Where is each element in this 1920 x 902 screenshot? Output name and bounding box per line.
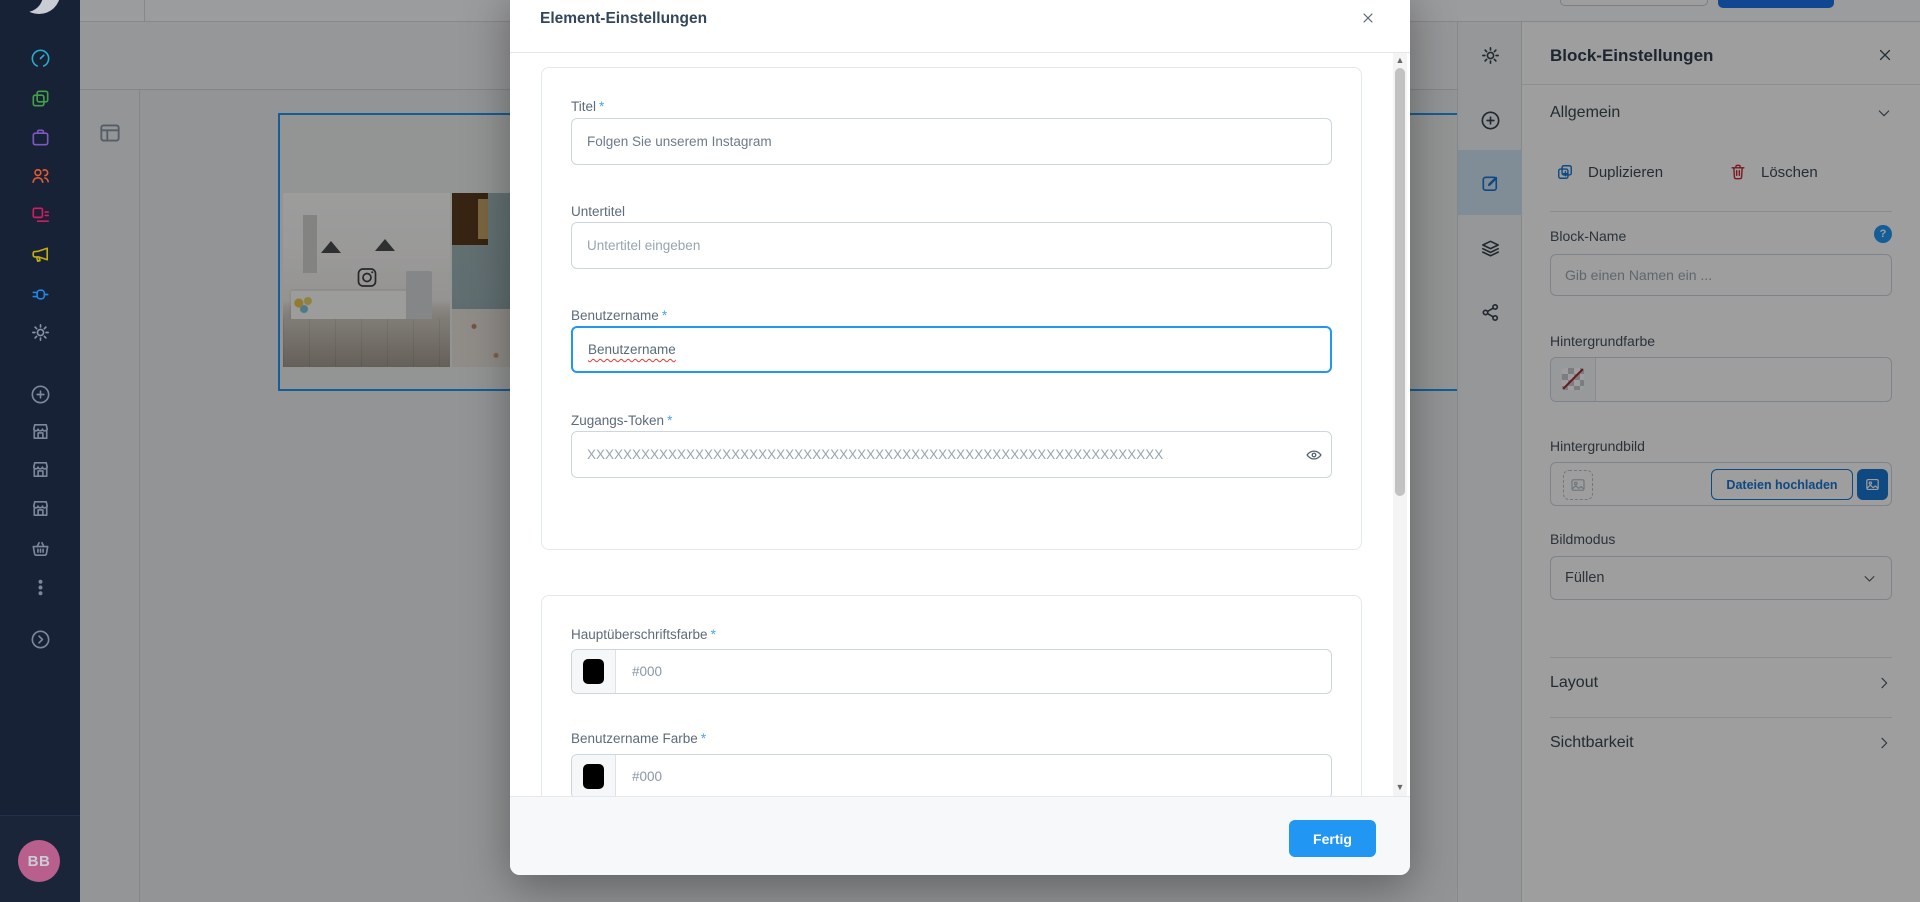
- block-name-label: Block-Name: [1550, 228, 1627, 244]
- image-mode-label: Bildmodus: [1550, 531, 1616, 547]
- modal-header: [510, 0, 1410, 53]
- hauptfarbe-field[interactable]: [571, 649, 1332, 694]
- color-swatch-cell[interactable]: [572, 650, 616, 693]
- benutzername-farbe-label: Benutzername Farbe *: [571, 731, 707, 746]
- scroll-up-arrow[interactable]: ▲: [1395, 55, 1405, 65]
- required-marker: *: [667, 413, 673, 428]
- modal-scrollbar[interactable]: [1393, 53, 1407, 796]
- dashboard-gauge-icon: [29, 47, 52, 70]
- titel-input[interactable]: [571, 118, 1332, 165]
- sidebar-item-basket[interactable]: [0, 530, 80, 566]
- sidebar-collapse-button[interactable]: [0, 621, 80, 657]
- pages-icon: [29, 87, 52, 110]
- sidebar-item-add[interactable]: [0, 376, 80, 412]
- image-mode-value: Füllen: [1565, 570, 1605, 586]
- sidebar-item-store-2[interactable]: [0, 451, 80, 487]
- megaphone-icon: [29, 243, 52, 266]
- store-icon: [29, 458, 52, 481]
- modal-body: [510, 53, 1410, 796]
- zugangs-token-input[interactable]: [571, 431, 1332, 478]
- sidebar-footer: [0, 815, 80, 902]
- eye-icon[interactable]: [1305, 446, 1323, 464]
- required-marker: *: [700, 731, 707, 746]
- benutzername-farbe-field[interactable]: [571, 754, 1332, 796]
- untertitel-label: Untertitel: [571, 204, 626, 219]
- app-logo: [18, 0, 60, 14]
- modal-footer: [510, 796, 1410, 875]
- settings-card-colors: [541, 595, 1362, 796]
- forms-icon: [29, 203, 52, 226]
- store-icon: [29, 420, 52, 443]
- section-sichtbarkeit-label: Sichtbarkeit: [1550, 734, 1634, 751]
- users-icon: [29, 164, 52, 187]
- sidebar-item-store-3[interactable]: [0, 490, 80, 526]
- color-swatch-cell[interactable]: [572, 755, 616, 796]
- user-avatar[interactable]: BB: [18, 840, 60, 882]
- sidebar-item-dashboard[interactable]: [0, 40, 80, 76]
- hauptfarbe-value: #000: [632, 664, 663, 679]
- scrollbar-thumb[interactable]: [1395, 68, 1405, 496]
- panel-title: Block-Einstellungen: [1550, 46, 1714, 65]
- background-image-label: Hintergrundbild: [1550, 438, 1645, 454]
- done-button[interactable]: Fertig: [1289, 820, 1376, 857]
- sidebar-item-forms[interactable]: [0, 196, 80, 232]
- duplicate-label: Duplizieren: [1588, 163, 1664, 181]
- color-swatch: [583, 764, 604, 789]
- section-allgemein-label: Allgemein: [1550, 104, 1621, 121]
- watermark-line1: Activate Windows: [1604, 808, 1762, 830]
- modal-close-icon[interactable]: [1360, 10, 1380, 30]
- sidebar-item-customers[interactable]: [0, 157, 80, 193]
- scroll-down-arrow[interactable]: ▼: [1395, 782, 1405, 792]
- untertitel-input[interactable]: [571, 222, 1332, 269]
- upload-files-button[interactable]: Dateien hochladen: [1711, 469, 1853, 500]
- main-sidebar: [0, 0, 80, 902]
- required-marker: *: [599, 99, 605, 114]
- sidebar-item-pages[interactable]: [0, 80, 80, 116]
- titel-label: Titel *: [571, 99, 605, 114]
- background-color-label: Hintergrundfarbe: [1550, 333, 1656, 349]
- more-dots-icon: [29, 576, 52, 599]
- sidebar-item-store-1[interactable]: [0, 413, 80, 449]
- required-marker: *: [710, 627, 716, 642]
- modal-title: Element-Einstellungen: [540, 10, 708, 27]
- section-layout-label: Layout: [1550, 674, 1599, 691]
- sidebar-item-settings[interactable]: [0, 314, 80, 350]
- sidebar-item-more[interactable]: [0, 569, 80, 605]
- token-field-wrap: [542, 431, 1361, 478]
- gear-icon: [29, 321, 52, 344]
- benutzername-input[interactable]: [571, 326, 1332, 373]
- benutzername-label: Benutzername *: [571, 308, 668, 323]
- zugangs-token-label: Zugangs-Token *: [571, 413, 673, 428]
- delete-label: Löschen: [1761, 163, 1818, 181]
- watermark-line2: Go to Settings to activate Windows: [1604, 838, 1806, 853]
- element-settings-modal: [510, 0, 1410, 875]
- basket-icon: [29, 537, 52, 560]
- settings-card-content: [541, 67, 1362, 550]
- benutzername-value: Benutzername: [588, 342, 676, 357]
- required-marker: *: [661, 308, 668, 323]
- sidebar-item-integrations[interactable]: [0, 276, 80, 312]
- plug-icon: [29, 283, 52, 306]
- briefcase-icon: [29, 126, 52, 149]
- benutzername-farbe-value: #000: [632, 769, 663, 784]
- plus-circle-icon: [29, 383, 52, 406]
- color-swatch: [583, 659, 604, 684]
- sidebar-item-marketing[interactable]: [0, 236, 80, 272]
- hauptfarbe-label: Hauptüberschriftsfarbe *: [571, 627, 716, 642]
- sidebar-item-projects[interactable]: [0, 119, 80, 155]
- help-icon[interactable]: ?: [1874, 225, 1892, 243]
- collapse-chevron-icon: [29, 628, 52, 651]
- store-icon: [29, 497, 52, 520]
